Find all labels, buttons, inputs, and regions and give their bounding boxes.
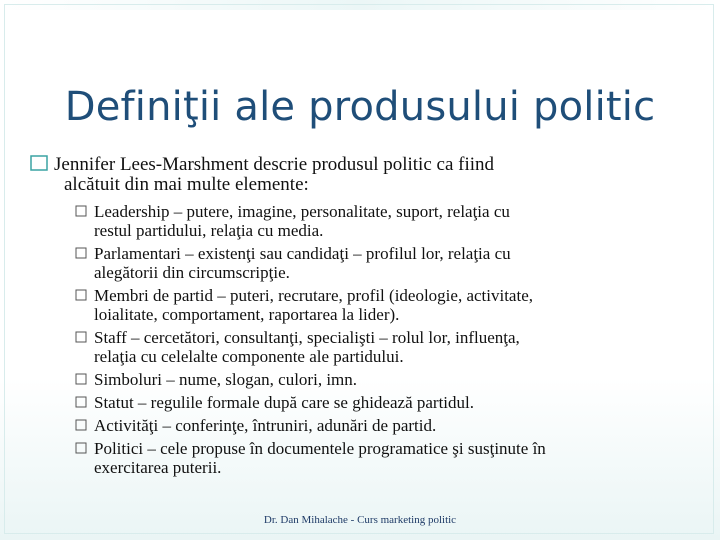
sub-bullet-list	[74, 202, 684, 481]
list-item-line-1: Simboluri – nume, slogan, culori, imn.	[94, 370, 358, 389]
slide-title: Definiţii ale produsului politic	[64, 84, 656, 130]
list-item	[74, 439, 684, 477]
list-item-line-1: Statut – regulile formale după care se ghidează partidul.	[94, 393, 474, 412]
main-bullet-line-1: Jennifer Lees-Marshment descrie produsul politic ca fiind	[54, 154, 495, 175]
list-item-line-2: alegătorii din circumscripţie.	[94, 263, 290, 282]
list-item-line-1: Politici – cele propuse în documentele programatice şi susţinute în	[94, 439, 546, 458]
small-square-bullet-icon	[74, 372, 88, 386]
list-item-line-1: Activităţi – conferinţe, întruniri, adunări de partid.	[94, 416, 437, 435]
list-item	[74, 328, 684, 366]
list-item	[74, 202, 684, 240]
small-square-bullet-icon	[74, 330, 88, 344]
main-bullet-line-2: alcătuit din mai multe elemente:	[64, 174, 309, 195]
main-bullet	[30, 155, 680, 195]
small-square-bullet-icon	[74, 395, 88, 409]
list-item	[74, 393, 684, 412]
list-item-line-2: loialitate, comportament, raportarea la lider).	[94, 305, 400, 324]
list-item-line-1: Parlamentari – existenţi sau candidaţi – profilul lor, relaţia cu	[94, 244, 511, 263]
small-square-bullet-icon	[74, 441, 88, 455]
list-item-line-2: restul partidului, relaţia cu media.	[94, 221, 324, 240]
list-item-line-2: exercitarea puterii.	[94, 458, 222, 477]
list-item	[74, 370, 684, 389]
list-item	[74, 416, 684, 435]
slide-footer: Dr. Dan Mihalache - Curs marketing politic	[263, 514, 457, 526]
small-square-bullet-icon	[74, 288, 88, 302]
list-item	[74, 244, 684, 282]
small-square-bullet-icon	[74, 418, 88, 432]
list-item	[74, 286, 684, 324]
small-square-bullet-icon	[74, 204, 88, 218]
square-bullet-icon	[30, 155, 50, 171]
list-item-line-1: Membri de partid – puteri, recrutare, profil (ideologie, activitate,	[94, 286, 533, 305]
list-item-line-2: relaţia cu celelalte componente ale partidului.	[94, 347, 404, 366]
list-item-line-1: Leadership – putere, imagine, personalitate, suport, relaţia cu	[94, 202, 510, 221]
small-square-bullet-icon	[74, 246, 88, 260]
list-item-line-1: Staff – cercetători, consultanţi, specialişti – rolul lor, influenţa,	[94, 328, 520, 347]
